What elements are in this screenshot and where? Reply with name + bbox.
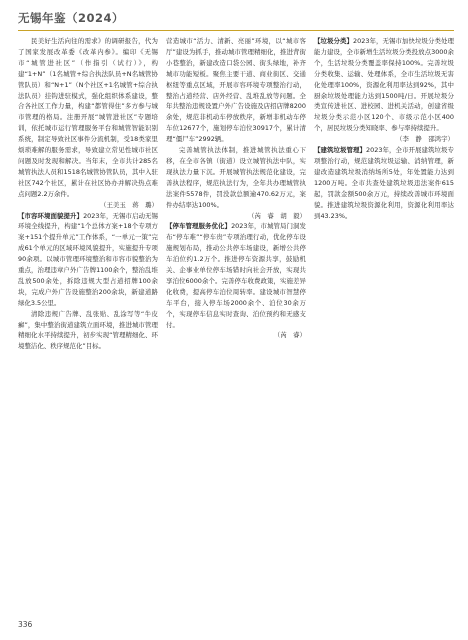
section-heading: 【垃圾分类】 — [314, 37, 354, 45]
column-2 — [166, 36, 306, 620]
paragraph: 民美好生活向往的需求》的调研报告，代为了国家发展改革委《改革内参》。编印《无锡市“城管进社区”（作指引（试行）》，构建“1+N”（1名城管+综合执法队员+N名城管协管队员）和“N+1”（N个社区+1名城管+综合执法队员）挂钩进驻模式，强化组织体系建设，整合各社区工作力量，构建“都管得住”多方参与城市管理的格局。注册开展“城管进社区”专题培训，依托城市运行管理服务平台和城管智能识别系统，制定导致社区事件分流机制，受18类家里烦琐难解的服务需求，导致建立常见性城市社区问题及时发现和解决。当年末，全市共计285名城管执法人员和1518名城管协管队员，其中入驻社区742个社区，累计在社区协办并解决热点难点问题2.2万余件。 — [18, 37, 158, 198]
paragraph: 完善城管执法体制，推进城管执法重心下移，在全市各镇（街道）设立城管执法中队，实现执法力量下沉。开展城管执法规范化建设，完善执法程序，规范执法行为，全年共办理城管执法案件5578件，罚没款总额逾470.62万元，案件办结率达100%。 — [166, 146, 306, 209]
page-number: 336 — [18, 620, 33, 629]
paragraph: 清除违规广告牌、乱张贴、乱涂写等“牛皮癣”，集中整治街道建筑立面环境，推进城市管理精细化水平持续提升，初步实现“管理精细化、环境整洁化、秩序规范化”目标。 — [18, 309, 158, 351]
paragraph-text: 2023年，无锡市加快垃圾分类处理能力建设，全市新增生活垃圾分类投放点3000余个，生活垃圾分类覆盖率保持100%。完善垃圾分类收集、运输、处理体系，全市生活垃圾无害化处理率100%，资源化利用率达到92%，其中厨余垃圾处理能力达到1500吨/日。开展垃圾分类宣传进社区、进校园、进机关活动，创建省级垃圾分类示范小区120个、市级示范小区400个，居民垃圾分类知晓率、参与率持续提升。 — [314, 37, 454, 133]
author-signature: （李 静 邵鸿宇） — [396, 135, 454, 144]
page-header — [0, 0, 468, 30]
section-heading: 【市容环境面貌提升】 — [18, 211, 84, 220]
author-signature: （芮 睿 胡 毅） — [248, 211, 306, 220]
section-heading: 【停车管理服务优化】 — [166, 222, 232, 231]
yearbook-title: 无锡年鉴（2024） — [18, 11, 125, 25]
author-signature: （芮 睿） — [273, 331, 306, 340]
header-divider — [18, 30, 454, 31]
author-signature: （王美玉 蒋 璐） — [100, 200, 158, 209]
paragraph-text: 2023年，全市开展建筑垃圾专项整治行动，规范建筑垃圾运输、消纳管理，新建改造建筑垃圾消纳场所5处，年处置能力达到1200万吨。全市共查处建筑垃圾违法案件615起，罚款金额500余万元，持续改善城市环境面貌。推进建筑垃圾资源化利用，资源化利用率达到43.23%。 — [314, 146, 454, 220]
article-columns — [18, 36, 456, 620]
paragraph-text: 2023年，无锡市启动无锡环境全线提升，构建“1个总体方案+18个专项方案+151个提升单元”工作体系，“一单元一策”完成61个单元的区域环境风貌提升，实施提升专项90余项。以城市管理环境整治和市容市貌整治为重点，治理违章户外广告牌1100余个，整治乱堆乱放500余处，拆除违规大型占道招牌100余块，完成户外广告设施整治200余块，新建道路绿化3.5公里。 — [18, 211, 158, 307]
section-heading: 【建筑垃圾管理】 — [314, 146, 367, 155]
paragraph: 营造城市“活力、清新、亮丽”环境，以“城市客厅”建设为抓手，推动城市管理精细化，推进背街小巷整治，新建改造口袋公园、街头绿地，补齐城市功能短板。聚焦主要干道、商业街区、交通枢纽等重点区域，开展市容环境专项整治行动，整治占道经营、店外经营、乱堆乱放等问题。全年共整治违规设置户外广告设施及店招店牌8200余处，规范非机动车停放秩序，新增非机动车停车位12677个，施划停车泊位30917个，累计清理“僵尸车”2992辆。 — [166, 37, 306, 144]
column-1 — [18, 36, 158, 620]
column-3 — [314, 36, 454, 620]
paragraph-text: 2023年，市城管局门洞发布“停车难”“停车贵”专项治理行动，优化停车设施规划布局，推动公共停车场建设，新增公共停车泊位约1.2万个。推进停车资源共享，鼓励机关、企事业单位停车场错时向社会开放，实现共享泊位6000余个。完善停车收费政策，实施差异化收费，提高停车泊位周转率。建设城市智慧停车平台，接入停车场2000余个、泊位30余万个，实现停车信息实时查询、泊位预约和无感支付。 — [166, 222, 306, 329]
